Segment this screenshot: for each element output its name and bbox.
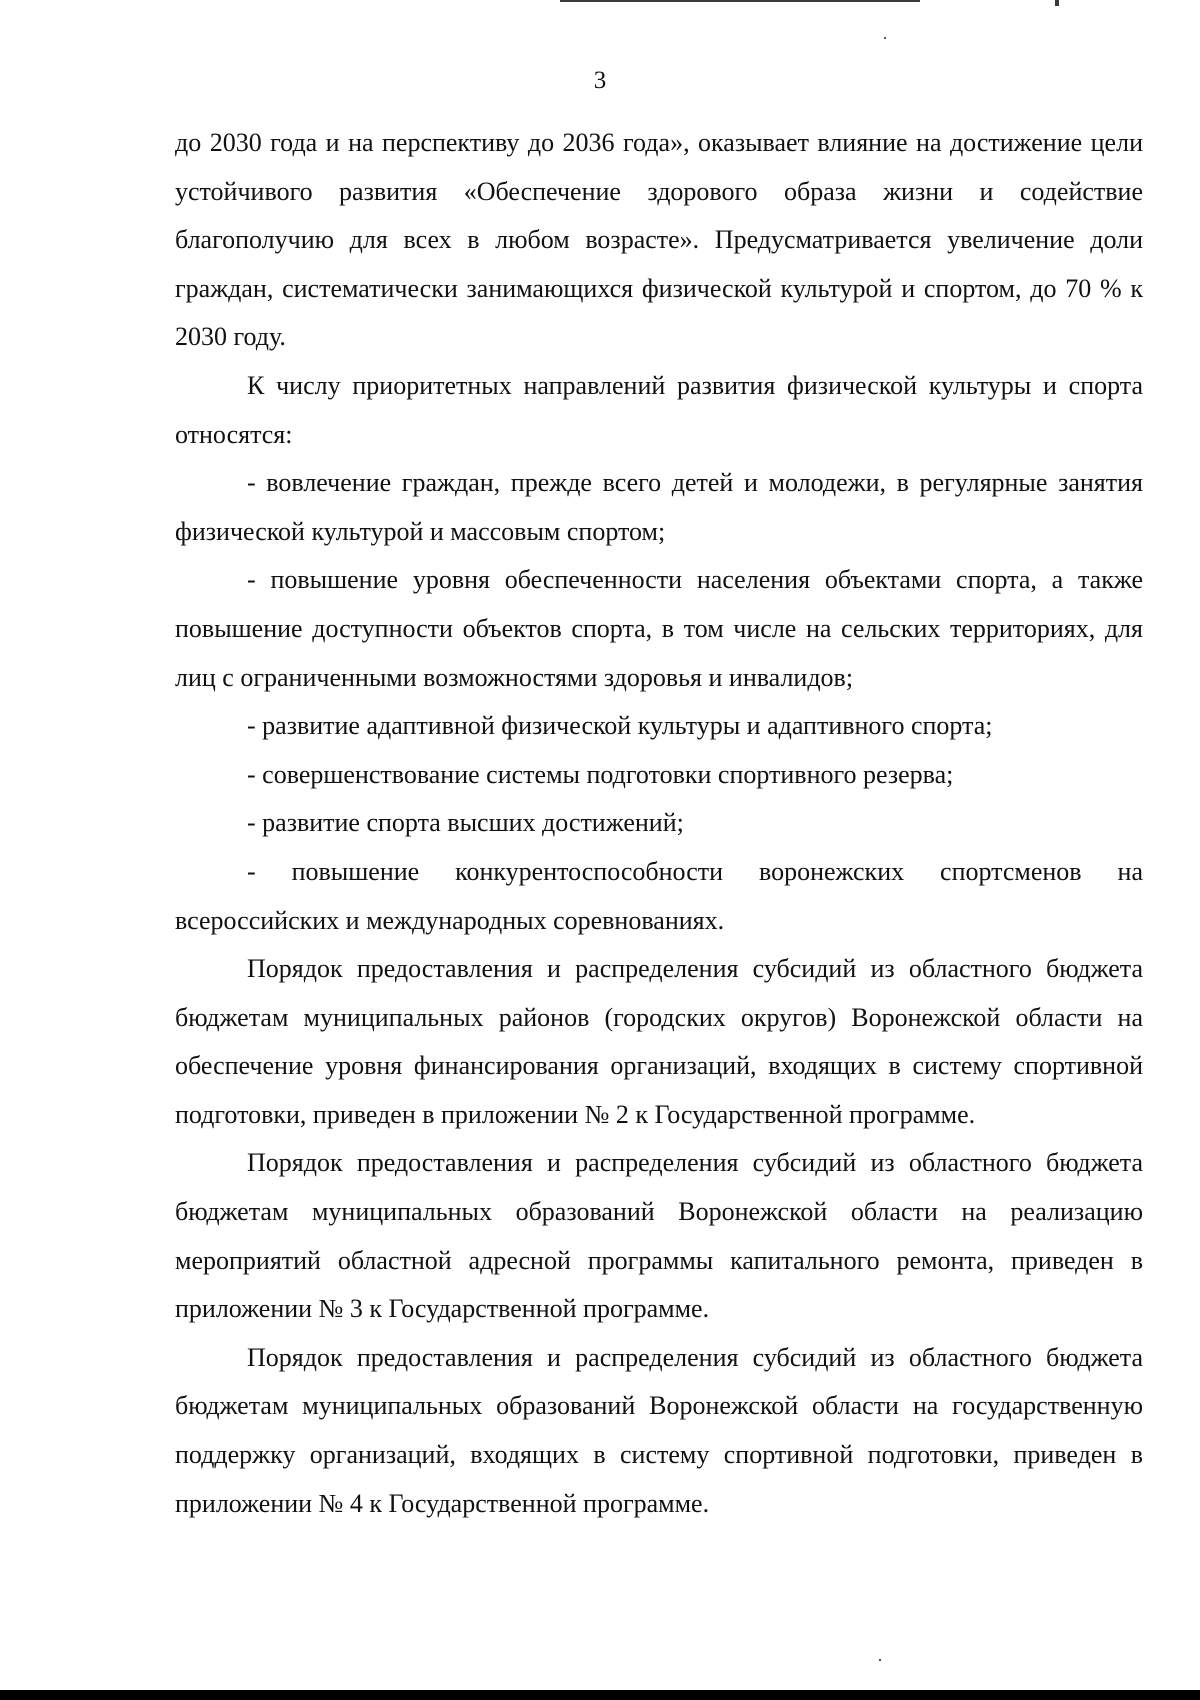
list-item: - развитие адаптивной физической культуры и адаптивного спорта; bbox=[247, 711, 993, 741]
paragraph: Порядок предоставления и распределения субсидий из областного бюджета бюджетам муниципальных образований Воронежской области на государственную поддержку организаций, входящих в систему спортивной подготовки, приведен в приложении № 4 к Государственной программе. bbox=[175, 1342, 1143, 1518]
list-item: - развитие спорта высших достижений; bbox=[247, 808, 684, 838]
paragraph: Порядок предоставления и распределения субсидий из областного бюджета бюджетам муниципальных образований Воронежской области на реализацию мероприятий областной адресной программы капитального ремонта, приведен в приложении № 3 к Государственной программе. bbox=[175, 1148, 1143, 1324]
paragraph: К числу приоритетных направлений развития физической культуры и спорта относятся: bbox=[175, 370, 1143, 449]
paragraph: до 2030 года и на перспективу до 2036 года», оказывает влияние на достижение цели устойчивого развития «Обеспечение здорового образа жизни и содействие благополучию для всех в любом возрасте». Предусматривается увеличение доли граждан, систематически занимающихся физической культурой и спортом, до 70 % к 2030 году. bbox=[175, 128, 1143, 352]
page-number: 3 bbox=[593, 67, 607, 94]
list-item: - совершенствование системы подготовки спортивного резерва; bbox=[247, 759, 954, 789]
list-item: - повышение конкурентоспособности воронежских спортсменов на всероссийских и международных соревнованиях. bbox=[175, 856, 1143, 935]
document-body bbox=[175, 119, 1143, 1528]
scan-bottom-edge bbox=[0, 1690, 1200, 1700]
paragraph: Порядок предоставления и распределения субсидий из областного бюджета бюджетам муниципальных районов (городских округов) Воронежской области на обеспечение уровня финансирования организаций, входящих в систему спортивной подготовки, приведен в приложении № 2 к Государственной программе. bbox=[175, 954, 1143, 1129]
list-item: - повышение уровня обеспеченности населения объектами спорта, а также повышение доступности объектов спорта, в том числе на сельских территориях, для лиц с ограниченными возможностями здоровья и инвалидов; bbox=[175, 565, 1143, 692]
list-item: - вовлечение граждан, прежде всего детей и молодежи, в регулярные занятия физической культурой и массовым спортом; bbox=[175, 468, 1143, 546]
scan-speck bbox=[879, 1659, 881, 1661]
scan-speck bbox=[884, 37, 886, 39]
scan-edge-line bbox=[560, 0, 920, 2]
scan-edge-mark bbox=[1055, 0, 1059, 6]
